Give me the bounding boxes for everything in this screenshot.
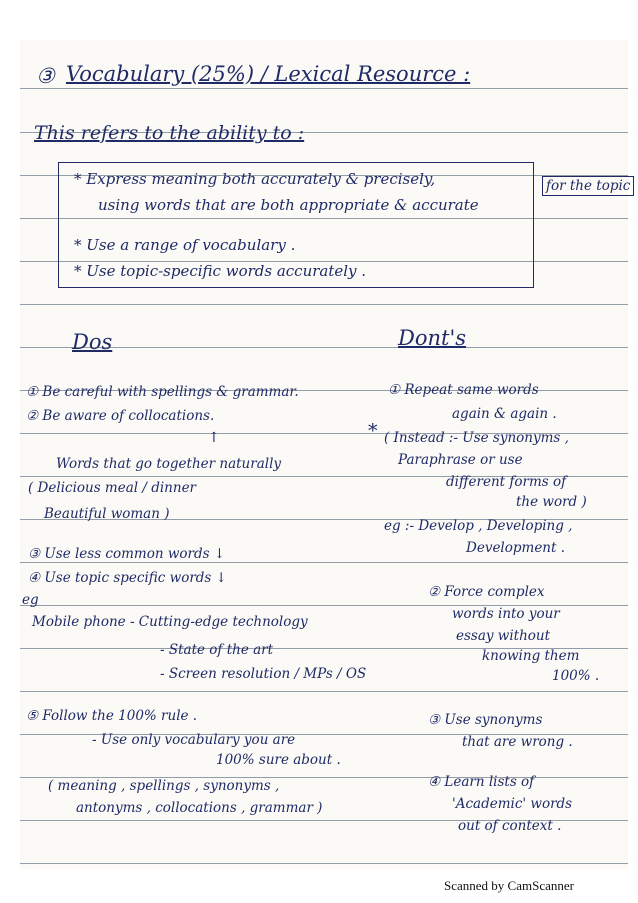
rule-line-2: 100% sure about . — [216, 752, 341, 768]
page-title: Vocabulary (25%) / Lexical Resource : — [66, 62, 471, 86]
donts-item-4b: 'Academic' words — [452, 796, 573, 812]
donts-item-1d: Paraphrase or use — [398, 452, 523, 468]
ruled-line — [20, 88, 628, 89]
rule-line-4: antonyms , collocations , grammar ) — [76, 800, 323, 816]
mobile-line-1: Mobile phone - Cutting-edge technology — [32, 614, 308, 630]
scanner-watermark: Scanned by CamScanner — [444, 878, 574, 893]
mobile-line-3: - Screen resolution / MPs / OS — [160, 666, 367, 682]
rule-line-3: ( meaning , spellings , synonyms , — [48, 778, 280, 794]
donts-heading: Dont's — [398, 326, 466, 350]
box-line-2: using words that are both appropriate & accurate — [98, 196, 479, 214]
donts-item-2b: words into your — [452, 606, 560, 622]
donts-item-2d: knowing them — [482, 648, 580, 664]
box-line-4: * Use topic-specific words accurately . — [74, 262, 367, 280]
donts-item-1e: different forms of — [446, 474, 567, 490]
donts-item-4a: ④ Learn lists of — [428, 774, 535, 790]
collocation-note-1: Words that go together naturally — [56, 456, 282, 472]
donts-item-2c: essay without — [456, 628, 551, 644]
donts-item-1c: ( Instead :- Use synonyms , — [384, 430, 569, 446]
donts-item-1f: the word ) — [516, 494, 587, 510]
donts-item-2a: ② Force complex — [428, 584, 545, 600]
donts-item-4c: out of context . — [458, 818, 562, 834]
donts-item-2e: 100% . — [552, 668, 600, 684]
eg-label: eg — [22, 592, 39, 608]
box-line-3: * Use a range of vocabulary . — [74, 236, 296, 254]
intro-line: This refers to the ability to : — [34, 122, 305, 144]
ruled-line — [20, 691, 628, 692]
mobile-line-2: - State of the art — [160, 642, 274, 658]
dos-heading: Dos — [72, 330, 113, 354]
ruled-line — [20, 304, 628, 305]
section-number: ③ — [36, 64, 55, 88]
ruled-line — [20, 562, 628, 563]
box-line-1: * Express meaning both accurately & precisely, — [74, 170, 436, 188]
donts-item-3a: ③ Use synonyms — [428, 712, 543, 728]
up-arrow-icon: ↑ — [208, 430, 220, 446]
dos-item-3: ③ Use less common words ↓ — [28, 546, 226, 562]
donts-item-1a: ① Repeat same words — [388, 382, 539, 398]
collocation-note-3: Beautiful woman ) — [44, 506, 170, 522]
donts-item-1b: again & again . — [452, 406, 557, 422]
ruled-line — [20, 863, 628, 864]
dos-item-4: ④ Use topic specific words ↓ — [28, 570, 227, 586]
dos-item-2: ② Be aware of collocations. — [26, 408, 215, 424]
dos-item-5: ⑤ Follow the 100% rule . — [26, 708, 198, 724]
rule-line-1: - Use only vocabulary you are — [92, 732, 296, 748]
side-note: for the topic — [542, 176, 634, 196]
dos-item-1: ① Be careful with spellings & grammar. — [26, 384, 299, 400]
star-mark: * — [368, 420, 378, 442]
donts-item-3b: that are wrong . — [462, 734, 573, 750]
collocation-note-2: ( Delicious meal / dinner — [28, 480, 197, 496]
donts-item-1g: eg :- Develop , Developing , — [384, 518, 573, 534]
donts-item-1h: Development . — [466, 540, 566, 556]
